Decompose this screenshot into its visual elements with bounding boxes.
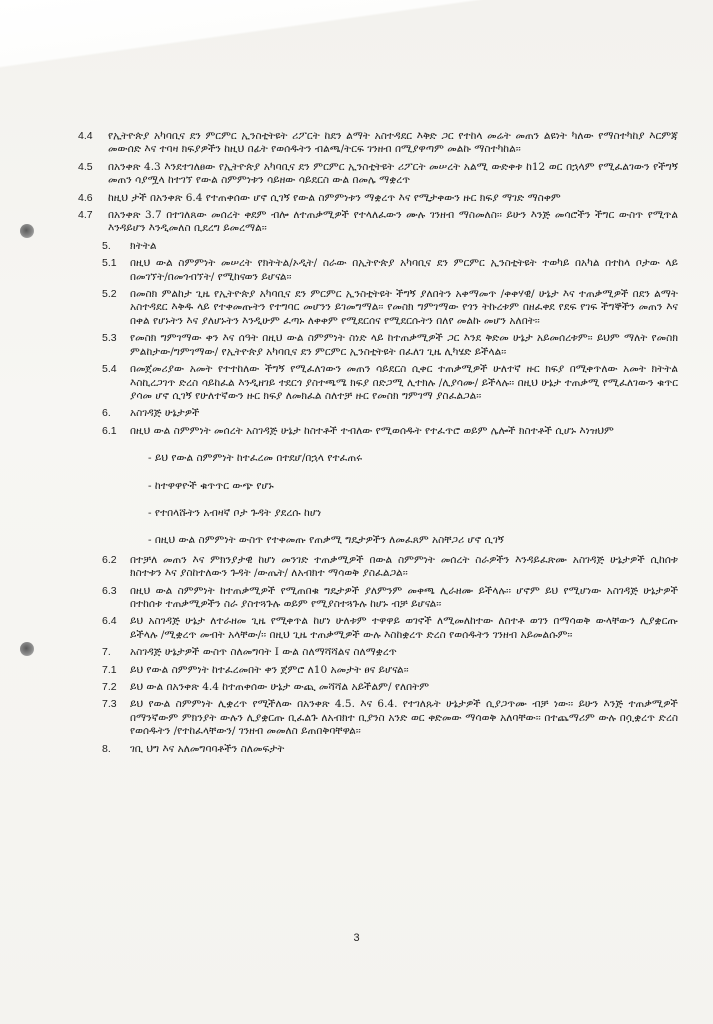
- clause-text: በመጀመሪያው አመት የተተከለው ችግኝ የሚፈለገውን መጠን ሳይደርስ ሲቀር ተጠቃሚዎች ሁለተኛ ዙር ክፍያ በሚቀጥለው አመት ክትትል እስኪረጋገጥ ድረስ ሳይከፈል እንዲዘገይ ተደርጎ ያስተጫሜ ክፍያ በድጋሚ ሊተክሉ /ሊያሳሙ/ ይችላሉ፡፡ በዚህ ሁኔታ ተጠቃሚ የሚፈለገውን ቁጥር ያሳመ ሆኖ ሲገኝ የሁለተኛውን ዙር ክፍያ ለመክፈል ስለተቻ ዙር የመስክ ግምገማ ያስፈልጋል፡፡: [130, 363, 678, 402]
- clause-item: [78, 407, 678, 420]
- clause-number: 8.: [102, 742, 111, 755]
- clause-number: 4.7: [78, 209, 93, 222]
- clause-item: [78, 646, 678, 659]
- clause-list-upper: [78, 130, 678, 438]
- clause-item: [78, 363, 678, 403]
- clause-text: የኢትዮጵያ አካባቢና ደን ምርምር ኢንስቲትዩት ሪፖርት ከደን ልማት አስተዳደር እቅድ ጋር የተከላ መሬት መጠን ልዩነት ካለው የማስተካከያ እርምጃ መውሰድ እና ተባዛ ክፍያዎችን ከዚህ በፊት የወሰዱትን ብልጫ/ትርፍ ገንዘብ በሚያዋጣም መልኩ ማስተካከል፡፡: [108, 130, 678, 156]
- clause-text: ይህ አስገዳጅ ሁኔታ ለተራዘመ ጊዜ የሚቀጥል ከሆነ ሁለቱም ተዋዋይ ወገኖች ለሚመለከተው ለስተቶ ወገን በማሳወቅ ውላቸውን ሊያቋርጡ ይችላሉ /ሚቋረጥ መብት አላቸው/፡፡ በዚህ ጊዜ ተጠቃሚዎች ውሉ እስከቋረጥ ድረስ የወሰዱትን ገንዘብ አይመልሱም፡፡: [130, 615, 678, 641]
- clause-number: 4.5: [78, 160, 93, 173]
- clause-text: ይህ ውል በአንቀጽ 4.4 ከተጠቀሰው ሁኔታ ውጪ መሻሻል አይችልም/ የለበትም: [130, 681, 430, 693]
- clause-item: [78, 240, 678, 253]
- clause-number: 4.4: [78, 130, 93, 142]
- clause-text: በዚህ ውል ስምምነት መሠረት የክትትል/ኦዲት/ ስራው በኢትዮጵያ አካባቢና ደን ምርምር ኢንስቲትዩት ተወካይ በአካል በተከላ ቦታው ላይ በመገኘት/በመጎብኘት/ የሚከናወን ይሆናል፡፡: [130, 257, 678, 283]
- clause-number: 5.1: [102, 257, 117, 270]
- clause-item: [78, 332, 678, 359]
- clause-item: [78, 743, 678, 756]
- clause-number: 7.1: [102, 663, 117, 676]
- clause-number: 7.: [102, 646, 111, 659]
- clause-text: በአንቀጽ 4.3 እንደተገለፀው የኢትዮጵያ አካባቢና ደን ምርምር ኢንስቲትዩት ሪፖርት መሠረት አልሚ ውድቀቱ ከ12 ወር በኋላም የሚፈልገውን የችግኝ መጠን ሳያሟላ ከተገኘ የውል ስምምነቱን ሳይዘው ሳይደርስ ውል በመሌ ማቋረጥ: [108, 160, 678, 187]
- clause-text: ይህ የውል ስምምነት ሊቋረጥ የሚችለው በአንቀጽ 4.5. እና 6.4. የተገለጹት ሁኔታዎች ሲያጋጥሙ ብቻ ነው፡፡ ይሁን እንጅ ተጠቃሚዎች በማንኛውም ምክንያት ውሉን ሊያቋርጡ ቢፈልጉ ለአብክተ ቢያንስ አንድ ወር ቀድመው ማሳወቅ አለባቸው፡፡ በተጨማሪም ውሉ በሷቋረጥ ድረስ የወሰዱትን /የተከፈላቸውን/ ገንዘብ መመለስ ይጠበቅባቸዋል፡፡: [130, 698, 678, 738]
- clause-text: በዚህ ውል ስምምነት ከተጠቃሚዎች የሚጠበቁ ግዴታዎች ያለምንም መቀጫ ሊራዘሙ ይችላሉ፡፡ ሆኖም ይህ የሚሆነው አስገዳጅ ሁኔታዎች በተከሰቱ ተጠቃሚዎችን ስራ ያስተጓጉሉ ወይም የሚያስተጓጉሉ ከሆኑ ብቻ ይሆናል፡፡: [130, 584, 678, 610]
- clause-item: [78, 161, 678, 188]
- clause-number: 6.3: [102, 584, 117, 597]
- clause-item: [78, 130, 678, 157]
- clause-text: በአንቀጽ 3.7 በተገለጸው መሰረት ቀደም ብሎ ለተጠቃሚዎች የተላለፈውን ሙሉ ገንዘብ ማስመለስ፡፡ ይሁን እንጅ መሳሮችን ችግር ውስጥ የሚጥል እንዳይሆን እንዲመለስ ቢደረግ ይመረማል፡፡: [108, 209, 678, 235]
- clause-number: 6.: [102, 407, 111, 420]
- clause-text: አስገዳጅ ሁኔታዎች ውስጥ ስለመግባት I ውል ስለማሻሻልና ስለማቋረጥ: [130, 646, 397, 659]
- clause-number: 7.2: [102, 681, 117, 693]
- clause-item: [78, 615, 678, 642]
- punch-hole-top: [20, 224, 34, 238]
- clause-text: በዚህ ውል ስምምነት መሰረት አስገዳጅ ሁኔታ ከስተቶች ተብለው የሚወሰዱት የተፈጥሮ ወይም ሌሎች ክስተቶች ሲሆኑ እነዝህም: [130, 424, 614, 437]
- clause-number: 7.3: [102, 698, 117, 711]
- clause-number: 6.1: [102, 424, 117, 437]
- clause-item: [78, 554, 678, 581]
- condition-bullet: - የተበላሹትን አብዛኛ ቦታ ጉዳት ያደረሱ ከሆነ: [148, 506, 322, 519]
- clause-list-lower: [78, 554, 678, 756]
- clause-item: [78, 425, 678, 438]
- punch-hole-bottom: [20, 642, 34, 656]
- clause-item: [78, 257, 678, 284]
- condition-bullet: - በዚህ ውል ስምምነት ውስጥ የተቀመጡ የጠቃሚ ግዴታዎችን ለመፈጸም አስቸጋሪ ሆኖ ሲገኝ: [148, 534, 504, 547]
- condition-bullet: - ይህ የውል ስምምነት ከተፈረመ በተደሆ/በኋላ የተፈጠሩ: [148, 452, 363, 465]
- clause-number: 4.6: [78, 191, 93, 204]
- clause-item: [78, 192, 678, 205]
- clause-text: ገቢ ህግ እና አለመግባባቶችን ስለመፍታት: [130, 742, 285, 755]
- clause-text: አስገዳጅ ሁኔታዎች: [130, 407, 200, 420]
- clause-item: [78, 698, 678, 738]
- clause-item: [78, 664, 678, 677]
- clause-text: የመስክ ግምገማው ቀን እና ሰዓት በዚህ ውል ስምምነት ስነድ ላይ ከተጠቃሚዎች ጋር እንደ ቅድመ ሁኔታ አይመሰረቱም፡፡ ይህም ማለት የመስክ ምልከታው/ግምገማው/ የኢትዮጵያ አካባቢና ደን ምርምር ኢንስቲትዩት በፈለገ ጊዜ ሊካሄድ ይችላል፡፡: [130, 332, 678, 358]
- clause-item: [78, 288, 678, 328]
- clause-number: 5.4: [102, 363, 117, 376]
- clause-text: ይህ የውል ስምምነት ከተፈረመበት ቀን ጀምሮ ለ10 አመታት ፀና ይሆናል፡፡: [130, 663, 409, 676]
- clause-item: [78, 681, 678, 694]
- clause-text: ክትትል: [130, 239, 157, 252]
- clause-number: 6.2: [102, 553, 117, 566]
- page-corner-highlight: [0, 0, 713, 120]
- condition-bullet: - ከተዋዋዮች ቁጥጥር ውጭ የሆኑ: [148, 479, 274, 492]
- clause-text: ከዚህ ታች በአንቀጽ 6.4 የተጠቀሰው ሆኖ ሲገኝ የውል ስምምነቱን ማቋረጥ እና የሚታቀውን ዙር ክፍያ ማገድ ማስቀም: [108, 191, 561, 204]
- clause-text: በተቻለ መጠን እና ምክንያታዊ ከሆነ መንገድ ተጠቃሚዎች በውል ስምምነት መሰረት ስራዎችን እንዳይፈጽሙ አስገዳጅ ሁኔታዎች ሲከሰቱ ክስተቱን እና ያስከተለውን ጉዳት /ውጤት/ ለአብክተ ማሳወቅ ያስፈልጋል፡፡: [130, 553, 678, 580]
- clause-number: 5.2: [102, 288, 117, 301]
- page-number: 3: [353, 932, 360, 944]
- clause-number: 5.: [102, 239, 111, 252]
- clause-number: 6.4: [102, 615, 117, 628]
- clause-number: 5.3: [102, 332, 117, 345]
- document-body: [78, 130, 678, 760]
- clause-item: [78, 209, 678, 236]
- clause-item: [78, 585, 678, 612]
- clause-text: በመስክ ምልከታ ጊዜ የኢትዮጵያ አካባቢና ደን ምርምር ኢንስቲትዩት ችግኝ ያለበትን አቀማመጥ /ቀቀሃዊ/ ሁኔታ እና ተጠቃሚዎች በደን ልማት አስተዳደር እቅዱ ላይ የተቀመጡትን የተግባር መሆንን ይገመግማል፡፡ የመስክ ግምገማው የጎን ትኩረቱም በዘፈቀደ የደፍ የገፍ ችግኞችን መጠን እና በቀል የሆኑትን እና ያለሆኑትን እንዲሁም ፈጣኑ ለቀቀም የሚደርሰና የሚደርሱትን በለየ መልኩ መሆን አለበት፡፡: [130, 288, 678, 327]
- force-majeure-conditions: [78, 452, 678, 548]
